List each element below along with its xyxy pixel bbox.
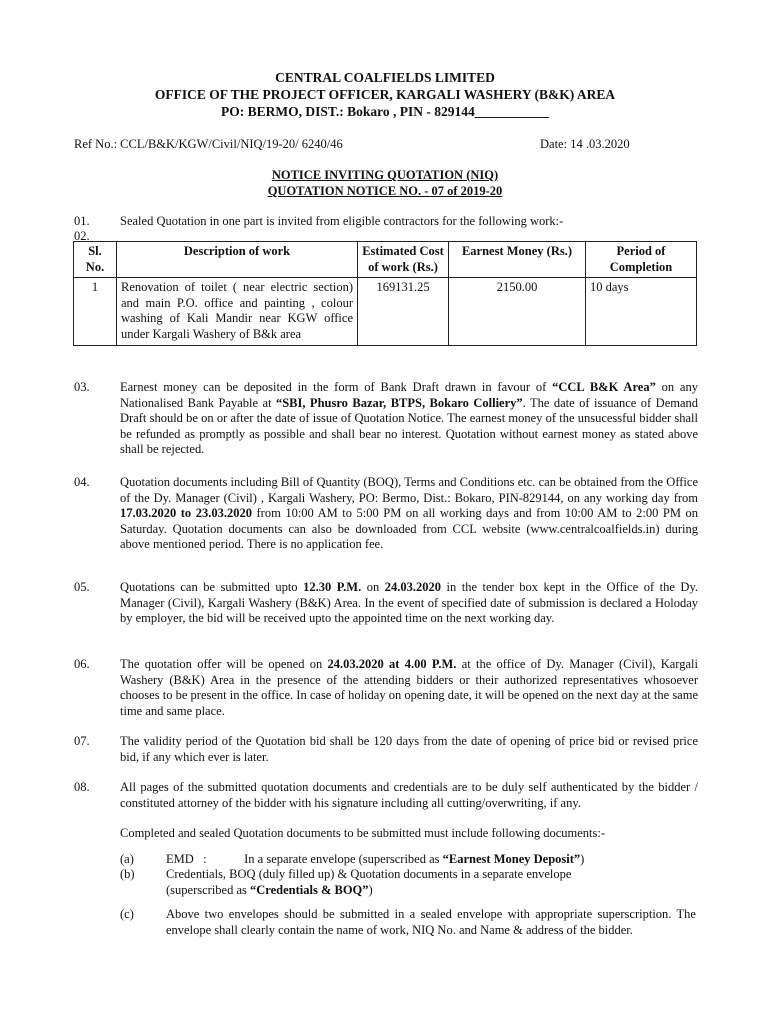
text-run: Credentials, BOQ (duly filled up) & Quotation documents in a separate envelope (superscribed as bbox=[166, 867, 572, 897]
clause-number: 01. bbox=[74, 214, 90, 228]
text-run: from 10:00 AM to 5:00 PM on all working days and from 10:00 AM to 2:00 PM on Saturday. Quotation documents can also be downloaded from CCL website (www.centralcoalfields.in) during above mentioned period. There is no application fee. bbox=[120, 506, 698, 552]
text-run: ) bbox=[368, 882, 373, 897]
clause-07-text: The validity period of the Quotation bid shall be 120 days from the date of opening of price bid or revised price bid, if any which ever is later. bbox=[120, 734, 698, 764]
notice-number: QUOTATION NOTICE NO. - 07 of 2019-20 bbox=[267, 184, 503, 198]
clause-number: 04. bbox=[74, 475, 90, 489]
item-c-text: Above two envelopes should be submitted in a sealed envelope with appropriate superscription. The envelope shall clearly contain the name of work, NIQ No. and Name & address of the bidder. bbox=[166, 907, 696, 937]
bold-run: “Earnest Money Deposit” bbox=[442, 852, 581, 866]
clause-number: 06. bbox=[74, 657, 90, 671]
header-estimated-cost: Estimated Cost of work (Rs.) bbox=[358, 242, 449, 278]
clause-number: 07. bbox=[74, 734, 90, 748]
bold-run: 24.03.2020 at 4.00 P.M. bbox=[327, 657, 457, 671]
bold-run: “CCL B&K Area” bbox=[552, 380, 656, 394]
clause-03-text bbox=[120, 380, 698, 458]
item-b-text bbox=[166, 867, 636, 898]
clause-text: Sealed Quotation in one part is invited from eligible contractors for the following work:- bbox=[120, 214, 564, 228]
office-name: OFFICE OF THE PROJECT OFFICER, KARGALI WASHERY (B&K) AREA bbox=[154, 87, 616, 102]
bold-run: “SBI, Phusro Bazar, BTPS, Bokaro Colliery” bbox=[275, 395, 523, 410]
text-run: at the office of Dy. Manager (Civil), Kargali Washery (B&K) Area in the presence of the attending bidders or their authorized representatives whosoever chooses to be present in the office. In case of holiday on opening date, it will be opened on the next day at the same time and same place. bbox=[120, 657, 698, 718]
text-run: in the tender box kept in the Office of the Dy. Manager (Civil), Kargali Washery (B&K) Area. In the event of specified date of submission is declared a Holoday by employer, the bid will be received upto the appointed time on the next working day. bbox=[120, 580, 699, 626]
item-a-text bbox=[166, 852, 696, 868]
notice-date: Date: 14 .03.2020 bbox=[540, 137, 630, 151]
bold-run: 24.03.2020 bbox=[384, 580, 441, 594]
text-run: EMD : In a separate envelope (superscribed as bbox=[166, 852, 443, 866]
cell-description: Renovation of toilet ( near electric section) and main P.O. office and painting , colour washing of Kali Mandir near KGW office under Kargali Washery of B&k area bbox=[117, 278, 358, 345]
text-run: . The date of issuance of Demand Draft should be on or after the date of issue of Quotation Notice. The earnest money of the unsucessful bidder shall be refunded as promptly as possible and shall bear no interest. Quotation without earnest money as stated above shall be rejected. bbox=[120, 395, 699, 457]
clause-number: 05. bbox=[74, 580, 90, 594]
header-description: Description of work bbox=[117, 242, 358, 278]
reference-number: Ref No.: CCL/B&K/KGW/Civil/NIQ/19-20/ 6240/46 bbox=[74, 137, 343, 151]
bold-run: “Credentials & BOQ” bbox=[250, 882, 369, 897]
header-sl-no: Sl. No. bbox=[74, 242, 117, 278]
cell-estimated-cost: 169131.25 bbox=[358, 278, 449, 345]
text-run: Quotations can be submitted upto bbox=[120, 580, 304, 594]
notice-title: NOTICE INVITING QUOTATION (NIQ) bbox=[271, 168, 499, 182]
work-table bbox=[73, 241, 697, 346]
clause-number: 03. bbox=[74, 380, 90, 394]
text-run: on bbox=[361, 580, 385, 594]
clause-04-text bbox=[120, 475, 698, 553]
clause-06-text bbox=[120, 657, 698, 719]
clause-number: 02. bbox=[74, 229, 90, 243]
clause-number: 08. bbox=[74, 780, 90, 794]
clause-05-text bbox=[120, 580, 698, 627]
bold-run: 17.03.2020 to 23.03.2020 bbox=[120, 506, 252, 521]
table-row bbox=[74, 278, 697, 345]
cell-sl-no: 1 bbox=[74, 278, 117, 345]
cell-earnest-money: 2150.00 bbox=[449, 278, 586, 345]
table-header-row bbox=[74, 242, 697, 278]
cell-period: 10 days bbox=[586, 278, 697, 345]
office-address: PO: BERMO, DIST.: Bokaro , PIN - 829144___________ bbox=[220, 104, 549, 119]
company-name: CENTRAL COALFIELDS LIMITED bbox=[275, 70, 495, 85]
text-run: ) bbox=[580, 852, 585, 866]
item-label: (c) bbox=[120, 907, 134, 921]
text-run: Quotation documents including Bill of Quantity (BOQ), Terms and Conditions etc. can be obtained from the Office of the Dy. Manager (Civil) , Kargali Washery, PO: Bermo, Dist.: Bokaro, PIN-829144, on any working day from bbox=[120, 475, 698, 505]
text-run: The quotation offer will be opened on bbox=[120, 657, 328, 671]
item-label: (b) bbox=[120, 867, 135, 881]
item-label: (a) bbox=[120, 852, 134, 866]
header-period: Period of Completion bbox=[586, 242, 697, 278]
text-run: on any Nationalised Bank Payable at bbox=[120, 380, 698, 410]
bold-run: 12.30 P.M. bbox=[303, 580, 362, 594]
text-run: Earnest money can be deposited in the form of Bank Draft drawn in favour of bbox=[120, 380, 553, 394]
clause-08-subtext: Completed and sealed Quotation documents to be submitted must include following documents:- bbox=[120, 826, 605, 840]
header-earnest-money: Earnest Money (Rs.) bbox=[449, 242, 586, 278]
clause-08-text: All pages of the submitted quotation documents and credentials are to be duly self authenticated by the bidder / constituted attorney of the bidder with his signature including all cutting/overwriting, if any. bbox=[120, 780, 698, 810]
